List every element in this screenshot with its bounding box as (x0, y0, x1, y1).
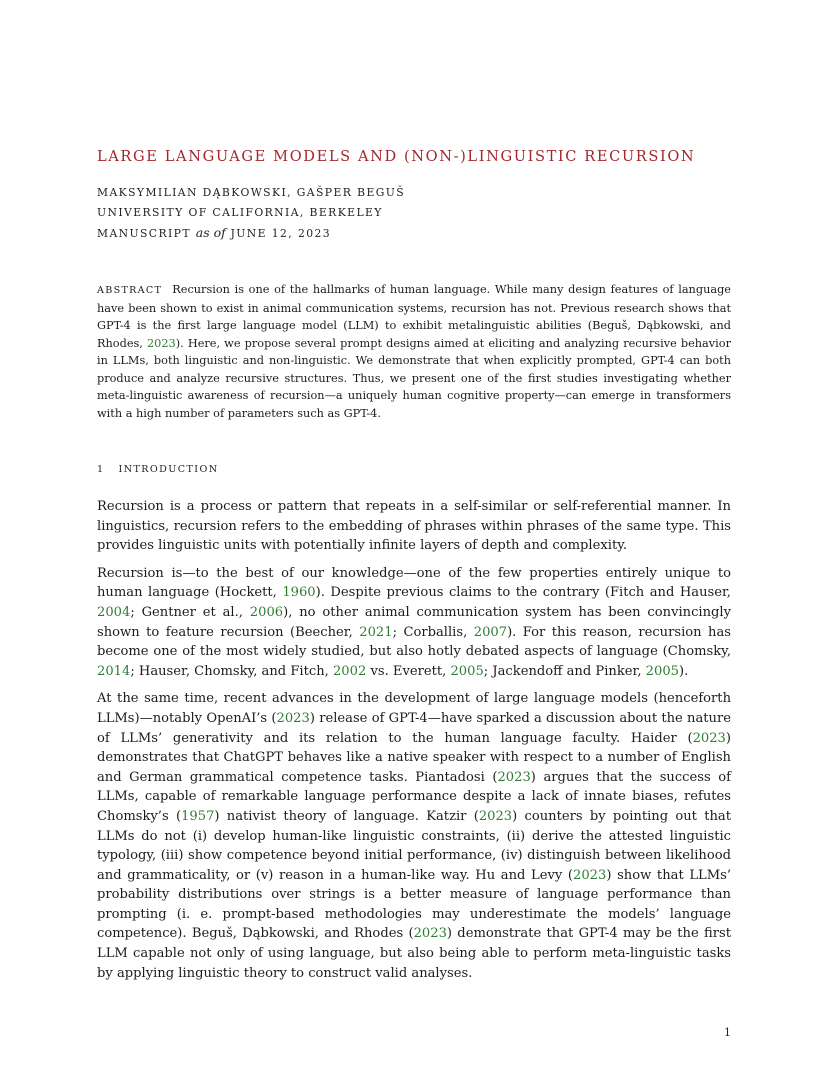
abstract-text: ). Here, we propose several prompt designs aimed at eliciting and analyzing recursive behavior in LLMs, both linguistic and non-linguistic. We demonstrate that when explicitly prompted, GPT-4 can both produce and analyze recursive structures. Thus, we present one of the first studies investigating whether meta-linguistic awareness of recursion—a uniquely human cognitive property—can emerge in transformers with a high number of parameters such as GPT-4. (97, 336, 731, 420)
citation-link[interactable]: 2023 (573, 867, 607, 883)
citation-link[interactable]: 2023 (692, 730, 726, 746)
manuscript-date (97, 223, 331, 244)
text-run: ) release of GPT-4—have sparked a discussion about the nature of LLMs’ generativity and its relation to the human language faculty. Haider ( (97, 710, 731, 746)
paragraph-1: Recursion is a process or pattern that repeats in a self-similar or self-referential manner. In linguistics, recursion refers to the embedding of phrases within phrases of the same type. This provides linguistic units with potentially infinite layers of depth and complexity. (97, 499, 731, 554)
section-title: INTRODUCTION (118, 464, 219, 475)
citation-link[interactable]: 2005 (645, 663, 679, 679)
abstract-label: ABSTRACT (97, 285, 163, 296)
manuscript-prefix: MANUSCRIPT (97, 227, 196, 240)
section-number: 1 (97, 464, 105, 475)
text-run: Recursion is—to the best of our knowledge—one of the few properties entirely unique to human language (Hockett, (97, 565, 731, 601)
citation-link[interactable]: 2023 (413, 926, 447, 942)
text-run: At the same time, recent advances in the development of large language models (henceforth LLMs)—notably OpenAI’s ( (97, 691, 731, 726)
citation-link[interactable]: 1960 (282, 585, 316, 601)
citation-link[interactable]: 2023 (147, 336, 176, 350)
paragraph-2 (97, 564, 731, 682)
abstract-text: Recursion is one of the hallmarks of human language. While many design features of language have been shown to exist in animal communication systems, recursion has not. Previous research shows that GPT-4 is the first large language model (LLM) to exhibit metalinguistic abilities (Beguš, Dąbkowski, and Rhodes, (97, 283, 731, 350)
text-run: ), no other animal communication system has been convincingly shown to feature recursion (Beecher, (97, 604, 732, 640)
paper-title: LARGE LANGUAGE MODELS AND (NON-)LINGUISTIC RECURSION (97, 148, 696, 165)
body-text (97, 497, 731, 991)
page-number: 1 (724, 1026, 731, 1039)
affiliation: UNIVERSITY OF CALIFORNIA, BERKELEY (97, 206, 383, 219)
text-run: ) show that LLMs’ probability distributions over strings is a better measure of language performance than prompting (i. e. prompt-based methodologies may underestimate the models’ language competence). Beguš, Dąbkowski, and Rhodes ( (97, 867, 732, 942)
text-run: ; Hauser, Chomsky, and Fitch, (130, 663, 333, 679)
manuscript-date-value: JUNE 12, 2023 (225, 227, 332, 240)
text-run: ) argues that the success of LLMs, capable of remarkable language performance despite a lack of innate biases, refutes Chomsky’s ( (97, 769, 731, 824)
citation-link[interactable]: 2023 (478, 808, 513, 824)
manuscript-as-of: as of (195, 225, 226, 240)
citation-link[interactable]: 2004 (97, 604, 131, 620)
text-run: ; Jackendoff and Pinker, (483, 663, 646, 679)
authors: MAKSYMILIAN DĄBKOWSKI, GAŠPER BEGUŠ (97, 186, 406, 199)
text-run: ). For this reason, recursion has become one of the most widely studied, but also hotly debated aspects of language (Chomsky, (97, 624, 732, 660)
text-run: ; Gentner et al., (130, 604, 250, 620)
citation-link[interactable]: 2006 (249, 604, 284, 620)
text-run: ; Corballis, (392, 624, 474, 640)
abstract (97, 281, 731, 422)
text-run: ) demonstrate that GPT-4 may be the first LLM capable not only of using language, but also being able to perform meta-linguistic tasks by applying linguistic theory to construct valid analyses. (97, 926, 731, 981)
citation-link[interactable]: 2021 (359, 624, 393, 640)
text-run: ). (678, 663, 689, 679)
text-run: ) nativist theory of language. Katzir ( (214, 808, 479, 824)
section-heading-introduction (97, 464, 219, 475)
paper-page (97, 0, 731, 1072)
text-run: ) counters by pointing out that LLMs do not (i) develop human-like linguistic constraints, (ii) derive the attested linguistic typology, (iii) show competence beyond initial performance, (iv) distinguish between likelihood and grammaticality, or (v) reason in a human-like way. Hu and Levy ( (97, 808, 731, 883)
citation-link[interactable]: 2023 (497, 769, 531, 785)
citation-link[interactable]: 2005 (450, 663, 484, 679)
text-run: ). Despite previous claims to the contrary (Fitch and Hauser, (315, 585, 731, 601)
text-run: vs. Everett, (366, 663, 451, 679)
citation-link[interactable]: 2002 (332, 663, 367, 679)
paragraph-3 (97, 689, 731, 983)
citation-link[interactable]: 2007 (473, 624, 508, 640)
citation-link[interactable]: 1957 (181, 808, 215, 824)
text-run: ) demonstrates that ChatGPT behaves like a native speaker with respect to a number of English and German grammatical competence tasks. Piantadosi ( (97, 730, 731, 785)
citation-link[interactable]: 2023 (276, 710, 310, 726)
citation-link[interactable]: 2014 (97, 663, 131, 679)
